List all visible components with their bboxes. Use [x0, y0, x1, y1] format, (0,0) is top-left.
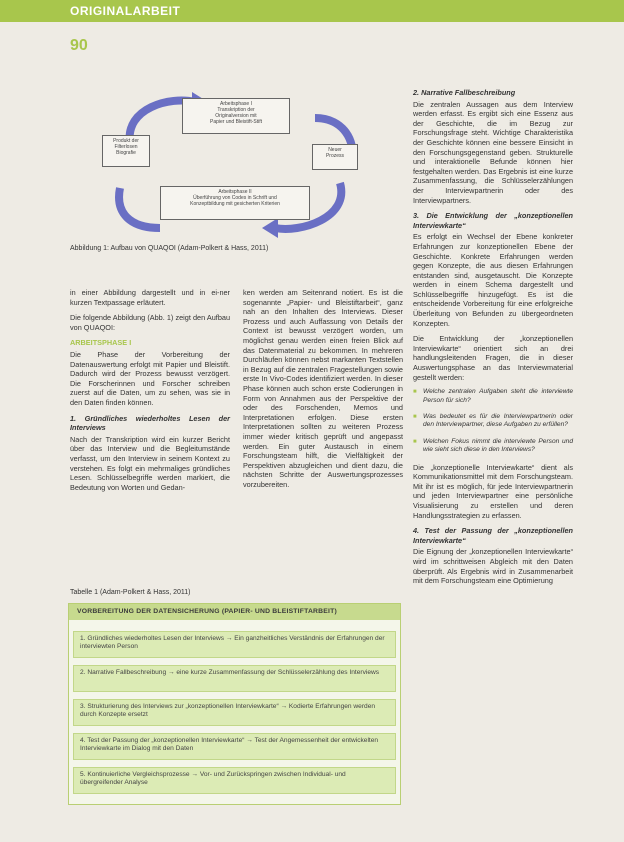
- box-neuer-prozess: Neuer Prozess: [312, 144, 358, 170]
- subheading-arbeitsphase: ARBEITSPHASE I: [70, 338, 132, 348]
- subheading: 1. Gründliches wiederholtes Lesen der Interviews: [70, 413, 230, 433]
- table-row: 5. Kontinuierliche Vergleichsprozesse → Vor- und Zurückspringen zwischen Individual- und übergreifender Analyse: [73, 767, 396, 794]
- header-bar: [0, 0, 624, 22]
- page-number: 90: [70, 37, 88, 54]
- table-row: 1. Gründliches wiederholtes Lesen der Interviews → Ein ganzheitliches Verständnis der Erfahrungen der interviewten Person: [73, 631, 396, 658]
- box-arbeitsphase-1: Arbeitsphase I Transkription der Originalversion mit Papier und Bleistift-Stift: [182, 98, 290, 134]
- section-title: ORIGINALARBEIT: [70, 4, 181, 18]
- box-arbeitsphase-2: Arbeitsphase II Überführung von Codes in Schrift und Konzeptbildung mit gesicherten Kriterien: [160, 186, 310, 220]
- paragraph: in einer Abbildung dargestellt und in ei-ner kurzen Textpassage erläutert.: [70, 288, 230, 307]
- table-row: 2. Narrative Fallbeschreibung → eine kurze Zusammenfassung der Schlüsselerzählung des Interviews: [73, 665, 396, 692]
- paragraph: Die Entwicklung der „konzeptionellen Interviewkarte“ orientiert sich an drei handlungsleitenden Fragen, die in dieser Auswertungsphase an das Interviewmaterial gestellt werden:: [413, 334, 573, 382]
- subheading: 3. Die Entwicklung der „konzeptionellen Interviewkarte“: [413, 211, 573, 230]
- table-row: 3. Strukturierung des Interviews zur „konzeptionellen Interviewkarte“ → Kodierte Erfahrungen werden durch Konzepte ersetzt: [73, 699, 396, 726]
- question-item: ■ Welche zentralen Aufgaben steht die interviewte Person für sich?: [423, 388, 573, 405]
- paragraph: Die Phase der Vorbereitung der Datenauswertung erfolgt mit Papier und Bleistift. Dadurch wird der Prozess bewusst verzögert. Die Forscherinnen und Forscher schreiben zuerst auf die Daten, um zu sehen, was sie in den Daten finden können.: [70, 349, 230, 407]
- table-row: 4. Test der Passung der „konzeptionellen Interviewkarte“ → Test der Angemessenheit der entwickelten Interviewkarte im Dialog mit den Daten: [73, 733, 396, 760]
- paragraph: Die Eignung der „konzeptionellen Interviewkarte“ wird im schrittweisen Abgleich mit den Daten überprüft. Als Ergebnis wird in Zusammenarbeit mit dem Forschungsteam eine Optimierung: [413, 547, 573, 586]
- paragraph: Die zentralen Aussagen aus dem Interview werden erfasst. Es ergibt sich eine Essenz aus der Geschichte, die im Bezug zur Forschungsfrage steht. Wichtige Charakteristika der Geschichte können eine bessere Einsicht in den Forschungsgegenstand geben. Strukturelle und interaktionelle Befunde können hier festgehalten werden. Das Ergebnis ist eine kurze Zusammenfassung, die Schlüsselerzählungen der Interviewpartnerin oder des Interviewpartners.: [413, 99, 573, 205]
- paragraph: ken werden am Seitenrand notiert. Es ist die sogenannte „Papier- und Bleistiftarbeit“, ganz nah an den Inhalten des Interviews. Dieser Prozess und auch Auffassung von Details der Context ist bewusst verzögert worden, um möglichst genau werden einen freien Blick auf das Datenmaterial zu bekommen. In mehreren Durchläufen können nebst markanten Textstellen in Bezug auf die zentralen Fragestellungen sowie erste In Vivo-Codes identifiziert werden. In dieser Phase können auch schon erste Codierungen in Form von Annahmen aus der Perspektive der oder des Forschenden, Memos und Interpretationen erfolgen. Diese ersten Interpretationen sollten zu weiteren Prozess immer wieder kritisch geprüft und angepasst werden. Ein guter Austausch in einem Forschungsteam hilft, die Vielfältigkeit der Perspektiven abzugleichen und dient dazu, die nächsten Schritte der Auswertungsprozesses vorzubereiten.: [243, 288, 403, 489]
- figure-diagram: [100, 88, 370, 238]
- box-produkt: Produkt der Filterlosen Biografie: [102, 135, 150, 167]
- table-header: VORBEREITUNG DER DATENSICHERUNG (PAPIER- UND BLEISTIFTARBEIT): [69, 604, 400, 620]
- process-table: [68, 603, 401, 805]
- paragraph: Die folgende Abbildung (Abb. 1) zeigt den Aufbau von QUAQOI:: [70, 313, 230, 332]
- question-item: ■ Welchen Fokus nimmt die interviewte Person und wie sieht sich diese in den Interviews?: [423, 438, 573, 455]
- figure-caption: Abbildung 1: Aufbau von QUAQOI (Adam-Polkert & Hass, 2011): [70, 245, 269, 252]
- column-left: [70, 288, 230, 498]
- column-right: [413, 88, 573, 592]
- subheading: 4. Test der Passung der „konzeptionellen Interviewkarte“: [413, 526, 573, 545]
- paragraph: Es erfolgt ein Wechsel der Ebene konkreter Erfahrungen zur konzeptionellen Ebene der Geschichte. Konkrete Erfahrungen werden gegen Konzepte, die aus diesen Erfahrungen entstanden sind, ausgetauscht. Die Konzepte werden in einem Schema dargestellt und Schlüsselbegriffe hinzugefügt. Es ist die entscheidende Vorbereitung für eine erfolgreiche Überleitung von Befunden zu übergeordneten Konzepten.: [413, 232, 573, 328]
- table-caption: Tabelle 1 (Adam-Polkert & Hass, 2011): [70, 589, 191, 596]
- question-item: ■ Was bedeutet es für die Interviewpartnerin oder den Interviewpartner, diese Aufgaben zu erfüllen?: [423, 413, 573, 430]
- subheading: 2. Narrative Fallbeschreibung: [413, 88, 516, 97]
- paragraph: Nach der Transkription wird ein kurzer Bericht über das Interview und die Begleitumstände verfasst, um den Interview in seinem Kontext zu verstehen. Es folgt ein mehrmaliges gründliches Lesen. Schlüsselbegriffe werden markiert, die Bedeutung von Worten und Gedan-: [70, 434, 230, 492]
- paragraph: Die „konzeptionelle Interviewkarte“ dient als Kommunikationsmittel mit dem Forschungsteam. Mit ihr ist es möglich, für jede Interviewpartnerin und jeden Interviewpartner eine persönliche Visualisierung zu erstellen und deren Handlungsstrategien zu erfassen.: [413, 462, 573, 520]
- column-middle: [243, 288, 403, 495]
